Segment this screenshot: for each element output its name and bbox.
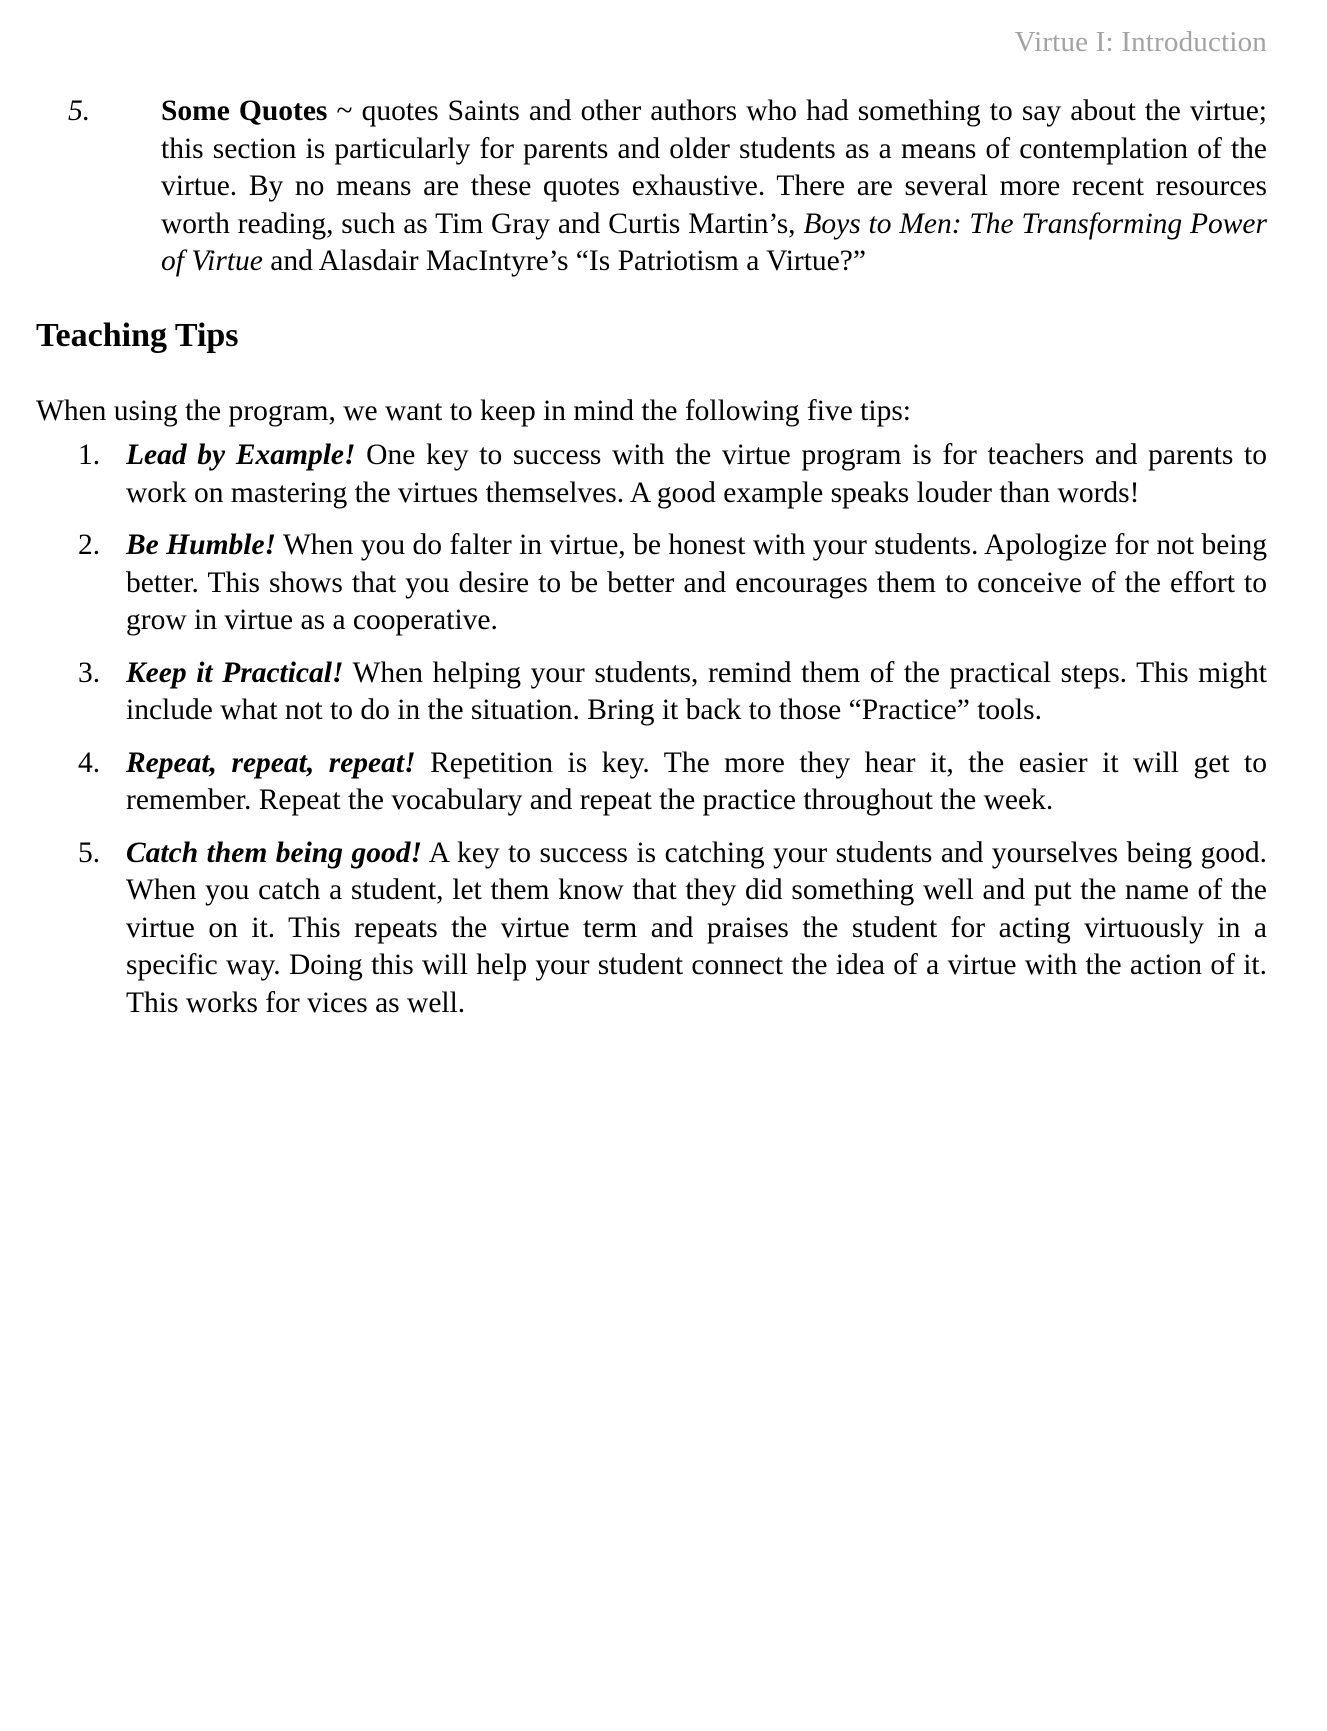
tip-body: A key to success is catching your students and yourselves being good. When you catch a student, let them know that they did something well and put the name of the virtue on it. This repeats the virtue term and praises the student for acting virtuously in a specific way. Doing this will help your student connect the idea of a virtue with the action of it. This works for vices as well. <box>126 836 1267 1019</box>
tip-title: Be Humble! <box>126 529 277 561</box>
item-text-continued: and Alasdair MacIntyre’s “Is Patriotism a Virtue?” <box>262 245 866 277</box>
intro-paragraph: When using the program, we want to keep in mind the following five tips: <box>36 394 911 427</box>
section-heading: Teaching Tips <box>36 316 239 354</box>
running-header: Virtue I: Introduction <box>1014 26 1267 58</box>
tip-title: Keep it Practical! <box>126 656 344 689</box>
tips-list <box>36 437 1267 1022</box>
tip-item <box>36 745 1267 820</box>
tip-body: Repetition is key. The more they hear it, the easier it will get to remember. Repeat the vocabulary and repeat the practice throughout the week. <box>126 746 1267 816</box>
item-separator: ~ <box>327 95 362 127</box>
tip-item <box>36 655 1267 730</box>
book-title: Boys to Men: The Transforming Power of Virtue <box>161 207 1267 277</box>
tip-item <box>36 437 1267 512</box>
tip-title: Repeat, repeat, repeat! <box>126 746 416 779</box>
tip-number: 2. <box>78 529 101 561</box>
tip-number: 5. <box>78 836 101 869</box>
tip-body: One key to success with the virtue program is for teachers and parents to work on mastering the virtues themselves. A good example speaks louder than words! <box>126 439 1267 509</box>
tip-number: 3. <box>78 656 101 689</box>
page-content <box>36 93 1267 1037</box>
tip-title: Catch them being good! <box>126 836 422 869</box>
item-number: 5. <box>68 95 91 127</box>
tip-body: When helping your students, remind them of the practical steps. This might include what not to do in the situation. Bring it back to those “Practice” tools. <box>126 656 1268 726</box>
tip-item <box>36 835 1267 1023</box>
tip-item <box>36 527 1267 640</box>
tip-number: 1. <box>78 439 101 471</box>
item-title: Some Quotes <box>161 95 328 127</box>
tip-body: When you do falter in virtue, be honest with your students. Apologize for not being better. This shows that you desire to be better and encourages them to conceive of the effort to grow in virtue as a cooperative. <box>126 529 1267 636</box>
some-quotes-item <box>36 93 1267 281</box>
tip-title: Lead by Example! <box>126 439 356 471</box>
item-text: quotes Saints and other authors who had something to say about the virtue; this section is particularly for parents and older students as a means of contemplation of the virtue. By no means are these quotes exhaustive. There are several more recent resources worth reading, such as Tim Gray and Curtis Martin’s, <box>161 95 1267 240</box>
tip-number: 4. <box>78 746 101 779</box>
